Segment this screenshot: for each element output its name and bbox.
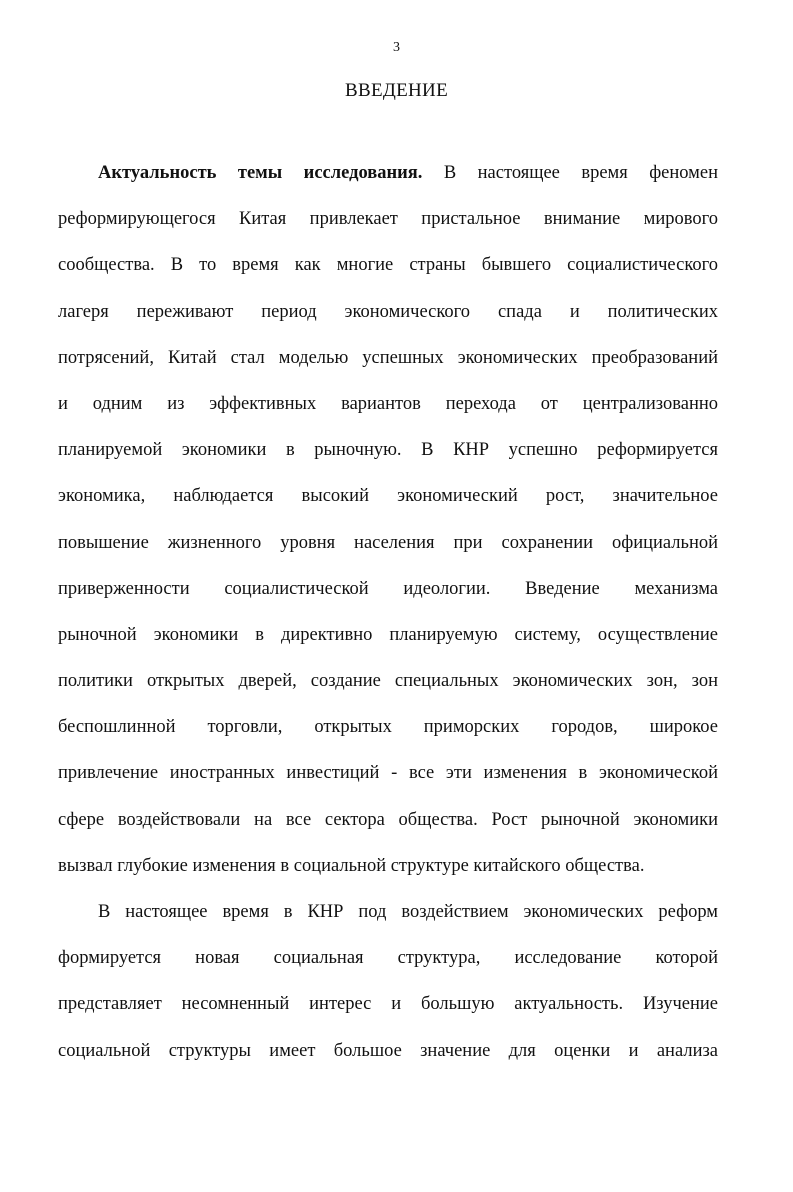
section-heading: ВВЕДЕНИЕ — [345, 80, 448, 101]
paragraph-1-line-2: реформирующегося Китая привлекает пристальное внимание мирового — [58, 209, 718, 230]
paragraph-2-line-1: В настоящее время в КНР под воздействием экономических реформ — [98, 902, 718, 922]
paragraph-2-line-3: представляет несомненный интерес и большую актуальность. Изучение — [58, 994, 718, 1015]
paragraph-1-line-7: планируемой экономики в рыночную. В КНР успешно реформируется — [58, 440, 718, 461]
paragraph-1-line-3: сообщества. В то время как многие страны бывшего социалистического — [58, 255, 718, 276]
paragraph-1-line-11: рыночной экономики в директивно планируемую систему, осуществление — [58, 624, 718, 645]
paragraph-1-line-16: вызвал глубокие изменения в социальной структуре китайского общества. — [58, 855, 645, 876]
paragraph-1-line-14: привлечение иностранных инвестиций - все эти изменения в экономической — [58, 763, 718, 784]
paragraph-1-line-12: политики открытых дверей, создание специальных экономических зон, зон — [58, 671, 718, 692]
paragraph-1-line-6: и одним из эффективных вариантов перехода от централизованно — [58, 393, 718, 414]
lead-phrase: Актуальность темы исследования. — [98, 163, 423, 183]
paragraph-1-line-1 — [58, 150, 718, 196]
paragraph-2-line-4: социальной структуры имеет большое значение для оценки и анализа — [58, 1040, 718, 1061]
paragraph-1-line-8: экономика, наблюдается высокий экономический рост, значительное — [58, 486, 718, 507]
paragraph-1-line-5: потрясений, Китай стал моделью успешных экономических преобразований — [58, 347, 718, 368]
paragraph-1-line-1-text: В настоящее время феномен — [422, 163, 718, 183]
paragraph-1-line-13: беспошлинной торговли, открытых приморских городов, широкое — [58, 717, 718, 738]
paragraph-1-line-9: повышение жизненного уровня населения при сохранении официальной — [58, 532, 718, 553]
page-number: 3 — [393, 40, 400, 55]
paragraph-1-line-4: лагеря переживают период экономического спада и политических — [58, 301, 718, 322]
paragraph-1-line-10: приверженности социалистической идеологии. Введение механизма — [58, 578, 718, 599]
body-text — [58, 150, 718, 1074]
paragraph-2-line-2: формируется новая социальная структура, исследование которой — [58, 948, 718, 969]
paragraph-1-line-15: сфере воздействовали на все сектора общества. Рост рыночной экономики — [58, 809, 718, 830]
